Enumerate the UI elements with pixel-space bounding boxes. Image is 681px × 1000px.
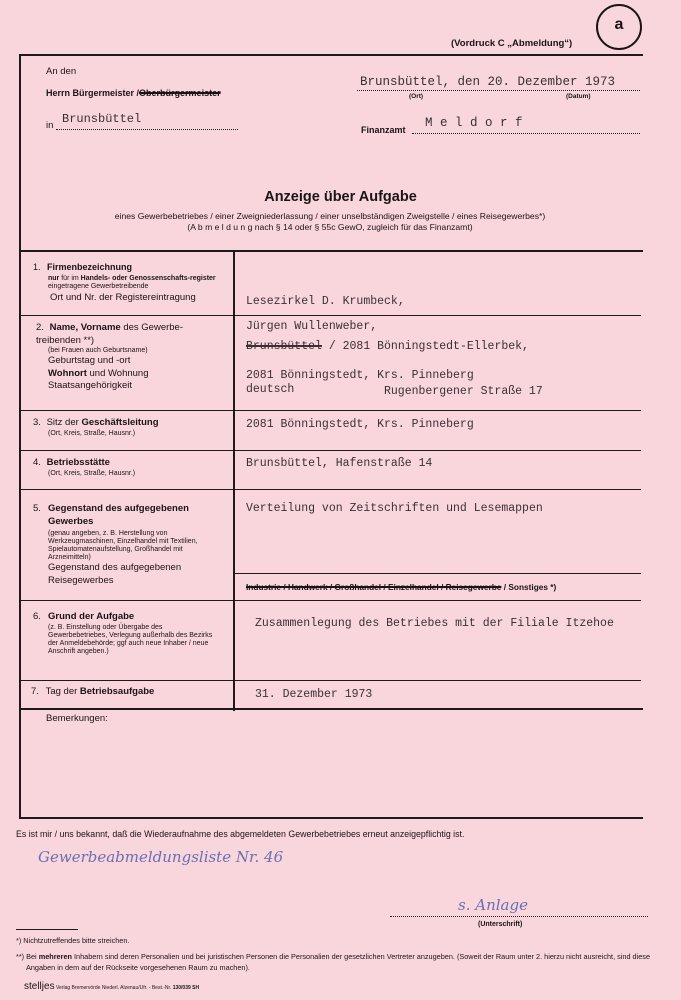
row-3-value: 2081 Bönningstedt, Krs. Pinneberg	[246, 418, 474, 431]
datum-caption: (Datum)	[566, 93, 591, 100]
row-1-extra: Ort und Nr. der Registereintragung	[50, 292, 196, 303]
row-1-value-line-2	[246, 339, 543, 354]
row-5-value: Verteilung von Zeitschriften und Lesemappen	[246, 502, 543, 515]
row-7-title: Betriebsaufgabe	[79, 686, 155, 697]
row-5-extra: Gegenstand des aufgegebenen Reisegewerbes	[48, 562, 182, 586]
row-2-wohnung: und Wohnung	[86, 367, 149, 379]
place-date-value: Brunsbüttel, den 20. Dezember 1973	[360, 75, 616, 89]
row-1-sub-c: eingetragene Gewerbetreibende	[48, 283, 149, 290]
remarks-label: Bemerkungen:	[46, 713, 108, 724]
outer-left-border	[19, 54, 21, 818]
ort-caption: (Ort)	[409, 93, 424, 100]
addressee	[46, 88, 221, 98]
circle-letter: a	[614, 16, 624, 33]
row-6-number: 6.	[33, 611, 41, 622]
row-4-subtext: (Ort, Kreis, Straße, Hausnr.)	[48, 470, 136, 477]
row-6-label	[33, 611, 223, 656]
addressee-struck: Oberbürgermeister	[139, 88, 221, 98]
row-3-number: 3.	[33, 417, 41, 428]
row-6-value: Zusammenlegung des Betriebes mit der Filiale Itzehoe	[255, 617, 614, 630]
row-4-title: Betriebsstätte	[46, 457, 110, 468]
row-5-title: Gegenstand des aufgegebenen Gewerbes	[48, 503, 189, 527]
outer-top-border	[19, 54, 643, 56]
finanzamt-label: Finanzamt	[361, 125, 406, 135]
row-6-subtext: (z. B. Einstellung oder Übergabe des Gewerbebetriebes, Verlegung außerhalb des Bezirks der Anmeldebehörde; ggf auch neue Inhaber / neue Anschrift angeben.)	[48, 624, 213, 655]
handwritten-note: Gewerbeabmeldungsliste Nr. 46	[38, 848, 284, 866]
row-1-value-struck: Brunsbüttel	[246, 340, 322, 353]
category-line-top	[235, 573, 641, 574]
row-3-prefix: Sitz der	[46, 417, 82, 428]
row-2-value-staat: deutsch	[246, 383, 295, 396]
row-2-title-rest: des Gewerbe-treibenden **)	[36, 322, 183, 346]
an-den-label: An den	[46, 66, 77, 77]
row-7-prefix: Tag der	[45, 686, 80, 697]
table-top-border	[19, 250, 643, 252]
in-line	[56, 129, 238, 130]
publisher-details: Verlag Bremervörde Niederl. Alzenau/Ufr. - Best.-Nr.	[55, 985, 172, 991]
row-2-line-5: Staatsangehörigkeit	[48, 380, 132, 391]
row-2-line-3: Geburtstag und -ort	[48, 355, 131, 366]
table-column-divider	[233, 251, 235, 711]
row-divider-6	[21, 680, 641, 681]
footnote-2-prefix: **) Bei	[16, 952, 39, 961]
row-2-number: 2.	[36, 322, 44, 333]
row-6-title: Grund der Aufgabe	[48, 611, 135, 622]
row-1-subtext	[48, 275, 228, 291]
row-2-label	[36, 322, 226, 393]
row-2-value-name: Jürgen Wullenweber,	[246, 320, 378, 333]
row-2-value-wohnort: 2081 Bönningstedt, Krs. Pinneberg	[246, 369, 474, 382]
row-3-subtext: (Ort, Kreis, Straße, Hausnr.)	[48, 430, 136, 437]
row-1-number: 1.	[33, 262, 41, 272]
row-1-value-line-2-rest: / 2081 Bönningstedt-Ellerbek,	[321, 340, 529, 353]
row-1-sub-a-rest: für im	[59, 275, 81, 282]
publisher-order-number: 130/039 SH	[172, 985, 200, 991]
row-5-subtext: (genau angeben, z. B. Herstellung von Werkzeugmaschinen, Einzelhandel mit Textilien, Spielautomatenaufstellung, Großhandel mit Arzneimitteln)	[48, 530, 198, 561]
publisher-imprint	[24, 981, 199, 992]
row-2-wohnort: Wohnort	[48, 367, 87, 379]
row-3-title: Geschäftsleitung	[81, 417, 159, 428]
finanzamt-line	[412, 133, 640, 134]
in-label: in	[46, 120, 54, 131]
footnote-1: *) Nichtzutreffendes bitte streichen.	[16, 936, 130, 945]
signature-handwritten: s. Anlage	[458, 896, 528, 914]
row-3-label	[33, 417, 228, 438]
footnote-separator	[16, 929, 78, 930]
finanzamt-value: M e l d o r f	[425, 116, 523, 130]
publisher-brand: stelljes	[24, 981, 55, 992]
row-1-sub-b: Handels- oder Genossenschafts-register	[80, 275, 216, 282]
form-label: (Vordruck C „Abmeldung“)	[451, 38, 573, 49]
table-bottom-border	[19, 708, 643, 710]
signature-caption: (Unterschrift)	[478, 921, 523, 928]
row-2-line-4	[48, 368, 226, 381]
row-divider-3	[21, 450, 641, 451]
row-5-category	[246, 582, 556, 592]
statement: Es ist mir / uns bekannt, daß die Wiederaufnahme des abgemeldeten Gewerbebetriebes erneut anzeigepflichtig ist.	[16, 829, 465, 839]
title-subline-1: eines Gewerbebetriebes / einer Zweigniederlassung / einer unselbständigen Zweigstelle / eines Reisegewerbes*)	[114, 211, 546, 221]
place-date-line	[357, 90, 640, 91]
row-5-number: 5.	[33, 503, 41, 514]
row-2-subtext: (bei Frauen auch Geburtsname)	[48, 347, 148, 354]
row-4-value: Brunsbüttel, Hafenstraße 14	[246, 457, 433, 470]
row-5-category-struck: Industrie / Handwerk / Großhandel / Einzelhandel / Reisegewerbe	[246, 582, 502, 592]
row-5-label	[33, 503, 223, 587]
row-divider-4	[21, 489, 641, 490]
row-7-number: 7.	[31, 686, 39, 697]
footnote-2-rest: Inhabern sind deren Personalien und bei juristischen Personen die Personalien der gesetzlichen Vertreter anzugeben. (Soweit der Raum unter 2. hierzu nicht ausreicht, sind diese Angaben in dem auf der Rückseite vorgesehenen Raum zu machen).	[26, 952, 650, 972]
row-7-label	[31, 686, 226, 697]
row-2-title: Name, Vorname	[49, 322, 121, 333]
footnote-2	[16, 951, 656, 973]
circle-letter-badge	[596, 4, 642, 50]
footnote-2-bold: mehreren	[38, 952, 72, 961]
row-1-value-line-3: Rugenbergener Straße 17	[384, 385, 543, 398]
outer-bottom-border	[19, 817, 643, 819]
addressee-prefix: Herrn Bürgermeister /	[46, 88, 140, 98]
row-1-sub-a: nur	[48, 275, 60, 282]
page-title: Anzeige über Aufgabe	[264, 189, 417, 205]
in-value: Brunsbüttel	[62, 112, 142, 126]
row-1-value-line-1: Lesezirkel D. Krumbeck,	[246, 295, 405, 308]
row-1-label	[33, 262, 228, 303]
row-4-label	[33, 457, 228, 478]
row-4-number: 4.	[33, 457, 41, 468]
signature-line	[390, 916, 648, 917]
row-1-title: Firmenbezeichnung	[47, 262, 133, 272]
row-divider-5	[21, 600, 641, 601]
title-subline-2: (A b m e l d u n g nach § 14 oder § 55c GewO, zugleich für das Finanzamt)	[187, 222, 473, 232]
row-7-value: 31. Dezember 1973	[255, 688, 373, 701]
row-5-category-rest: / Sonstiges *)	[501, 582, 557, 592]
